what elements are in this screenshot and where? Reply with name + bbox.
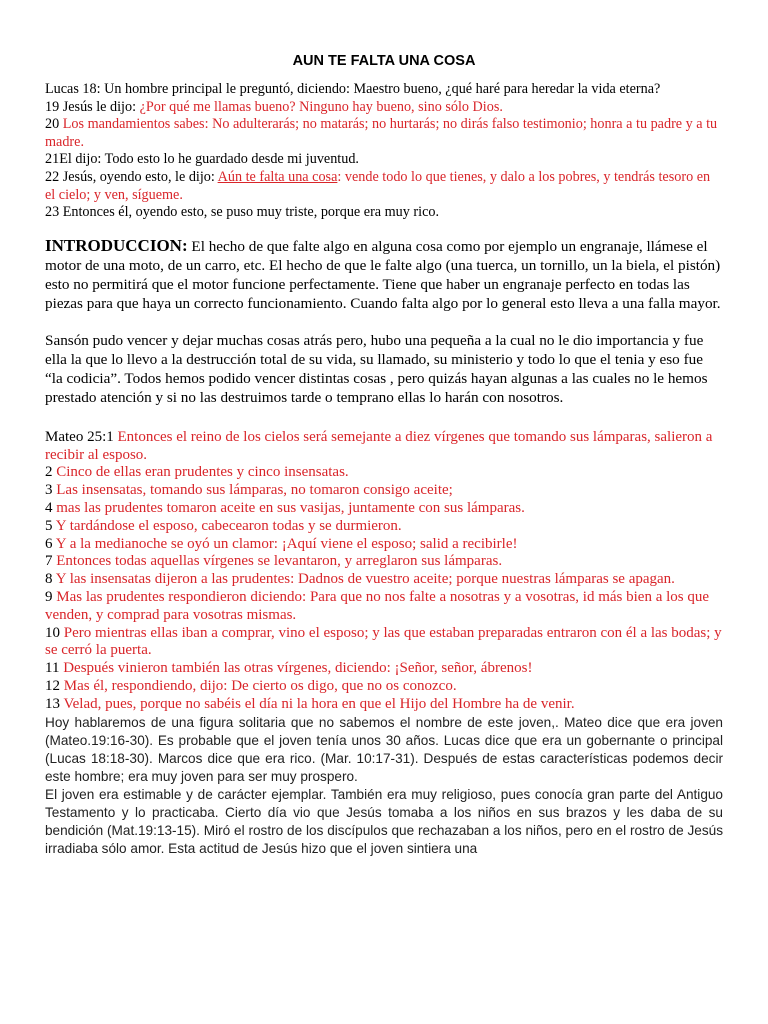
verse-number: 2 bbox=[45, 464, 53, 481]
verse-21 bbox=[45, 151, 723, 169]
verse-number: 19 bbox=[45, 98, 60, 115]
verse-number: 22 bbox=[45, 168, 60, 185]
matthew-verse bbox=[45, 464, 723, 482]
matthew-verse bbox=[45, 678, 723, 696]
matthew-verse bbox=[45, 518, 723, 536]
sermon-body bbox=[45, 714, 723, 858]
matthew-verse-text: Y a la medianoche se oyó un clamor: ¡Aquí viene el esposo; salid a recibirle! bbox=[52, 535, 518, 552]
introduction-paragraph bbox=[45, 236, 723, 313]
verse-number: 3 bbox=[45, 482, 53, 499]
page-title: AUN TE FALTA UNA COSA bbox=[292, 53, 476, 69]
verse-number: 5 bbox=[45, 517, 53, 534]
body-paragraph: El joven era estimable y de carácter ejemplar. También era muy religioso, pues conocía gran parte del Antiguo Testamento y lo practicaba. Cierto día vio que Jesús tomaba a los niños en sus brazos y les daba de su bendición (Mat.19:13-15). Miró el rostro de los discípulos que rechazaban a los niños, pero en el rostro de Jesús irradiaba sólo amor. Esta actitud de Jesús hizo que el joven sintiera una bbox=[45, 786, 723, 856]
verse-20 bbox=[45, 116, 723, 151]
luke-scripture-block bbox=[45, 81, 723, 222]
introduction-text: El hecho de que falte algo en alguna cosa como por ejemplo un engranaje, llámese el motor de una moto, de un carro, etc. El hecho de que le falte algo (una tuerca, un tornillo, un la biela, el pistón) esto no permitirá que el motor funcione perfectamente. Tiene que haber un engranaje perfecto en todas las piezas para que haya un correcto funcionamiento. Cuando falta algo por lo general esto lleva a una falla mayor. bbox=[45, 237, 721, 312]
luke-intro-line: Lucas 18: Un hombre principal le preguntó, diciendo: Maestro bueno, ¿qué haré para heredar la vida eterna? bbox=[45, 81, 661, 97]
document-page bbox=[45, 0, 723, 858]
matthew-verse-text: Mas él, respondiendo, dijo: De cierto os digo, que no os conozco. bbox=[60, 677, 457, 694]
verse-23-text: Entonces él, oyendo esto, se puso muy triste, porque era muy rico. bbox=[62, 204, 440, 221]
matthew-verse-text: Las insensatas, tomando sus lámparas, no tomaron consigo aceite; bbox=[52, 482, 453, 499]
verse-number: 9 bbox=[45, 588, 53, 605]
verse-22-underlined-quote: Aún te falta una cosa bbox=[217, 168, 338, 185]
introduction-label: INTRODUCCION: bbox=[45, 235, 188, 255]
matthew-verse-text: Después vinieron también las otras vírgenes, diciendo: ¡Señor, señor, ábrenos! bbox=[59, 660, 533, 677]
matthew-verse bbox=[45, 625, 723, 661]
verse-number: 12 bbox=[45, 677, 60, 694]
matthew-verse bbox=[45, 696, 723, 714]
matthew-verse-text: Pero mientras ellas iban a comprar, vino el esposo; y las que estaban preparadas entraron con él a las bodas; y se cerró la puerta. bbox=[45, 624, 722, 659]
matthew-verse-text: Cinco de ellas eran prudentes y cinco insensatas. bbox=[52, 464, 349, 481]
matthew-verse bbox=[45, 500, 723, 518]
matthew-verse-text: Y tardándose el esposo, cabecearon todas y se durmieron. bbox=[52, 517, 402, 534]
matthew-verse-text: Y las insensatas dijeron a las prudentes: Dadnos de vuestro aceite; porque nuestras lámparas se apagan. bbox=[52, 571, 675, 588]
matthew-verse-text: Mas las prudentes respondieron diciendo: Para que no nos falte a nosotras y a vosotras, id más bien a los que venden, y comprad para vosotras mismas. bbox=[45, 588, 710, 623]
verse-21-text: El dijo: Todo esto lo he guardado desde mi juventud. bbox=[59, 151, 359, 168]
matthew-verse bbox=[45, 660, 723, 678]
verse-20-quote: Los mandamientos sabes: No adulterarás; no matarás; no hurtarás; no dirás falso testimonio; honra a tu padre y a tu madre. bbox=[45, 116, 718, 150]
verse-number: 8 bbox=[45, 571, 53, 588]
verse-number: 11 bbox=[45, 660, 60, 677]
verse-number: 23 bbox=[45, 204, 60, 221]
verse-19-narration: Jesús le dijo: bbox=[62, 98, 140, 115]
verse-number: 13 bbox=[45, 695, 60, 712]
matthew-verse-list bbox=[45, 429, 723, 714]
matthew-scripture-block bbox=[45, 429, 723, 714]
verse-22 bbox=[45, 169, 723, 204]
matthew-verse bbox=[45, 482, 723, 500]
matthew-reference: Mateo 25:1 bbox=[45, 428, 114, 445]
matthew-verse bbox=[45, 571, 723, 589]
matthew-verse bbox=[45, 553, 723, 571]
body-paragraph: Hoy hablaremos de una figura solitaria que no sabemos el nombre de este joven,. Mateo dice que era joven (Mateo.19:16-30). Es probable que el joven tenía unos 30 años. Lucas dice que era un gobernante o principal (Lucas 18:18-30). Marcos dice que era rico. (Mar. 10:17-31). Después de estas características podemos decir este hombre; era muy joven para ser muy prospero. bbox=[45, 714, 723, 784]
verse-19 bbox=[45, 99, 723, 117]
samson-paragraph: Sansón pudo vencer y dejar muchas cosas atrás pero, hubo una pequeña a la cual no le dio importancia y fue ella la que lo llevo a la destrucción total de su vida, su llamado, su ministerio y todo lo que el tenia y eso fue “la codicia”. Todos hemos podido vencer distintas cosas , pero quizás hayan algunas a las cuales no le hemos prestado atención y si no las destruimos tarde o temprano ellas lo harán con nosotros. bbox=[45, 331, 708, 406]
matthew-verse bbox=[45, 536, 723, 554]
matthew-verse-text: Velad, pues, porque no sabéis el día ni la hora en que el Hijo del Hombre ha de venir. bbox=[60, 695, 575, 712]
verse-number: 7 bbox=[45, 553, 53, 570]
matthew-verse bbox=[45, 589, 723, 625]
verse-23 bbox=[45, 204, 723, 222]
matthew-verse-text: Entonces el reino de los cielos será semejante a diez vírgenes que tomando sus lámparas, salieron a recibir al esposo. bbox=[45, 428, 713, 463]
verse-number: 4 bbox=[45, 499, 53, 516]
matthew-verse-text: mas las prudentes tomaron aceite en sus vasijas, juntamente con sus lámparas. bbox=[52, 499, 525, 516]
verse-number: 20 bbox=[45, 116, 60, 133]
verse-19-quote: ¿Por qué me llamas bueno? Ninguno hay bueno, sino sólo Dios. bbox=[139, 98, 503, 115]
verse-number: 10 bbox=[45, 624, 60, 641]
verse-number: 6 bbox=[45, 535, 53, 552]
matthew-verse bbox=[45, 429, 723, 465]
verse-number: 21 bbox=[45, 151, 60, 168]
verse-22-quote: : vende todo lo que tienes, y dalo a los pobres, y tendrás tesoro en el cielo; y ven, sígueme. bbox=[45, 168, 711, 203]
matthew-verse-text: Entonces todas aquellas vírgenes se levantaron, y arreglaron sus lámparas. bbox=[52, 553, 503, 570]
verse-22-narration: Jesús, oyendo esto, le dijo: bbox=[62, 168, 218, 185]
